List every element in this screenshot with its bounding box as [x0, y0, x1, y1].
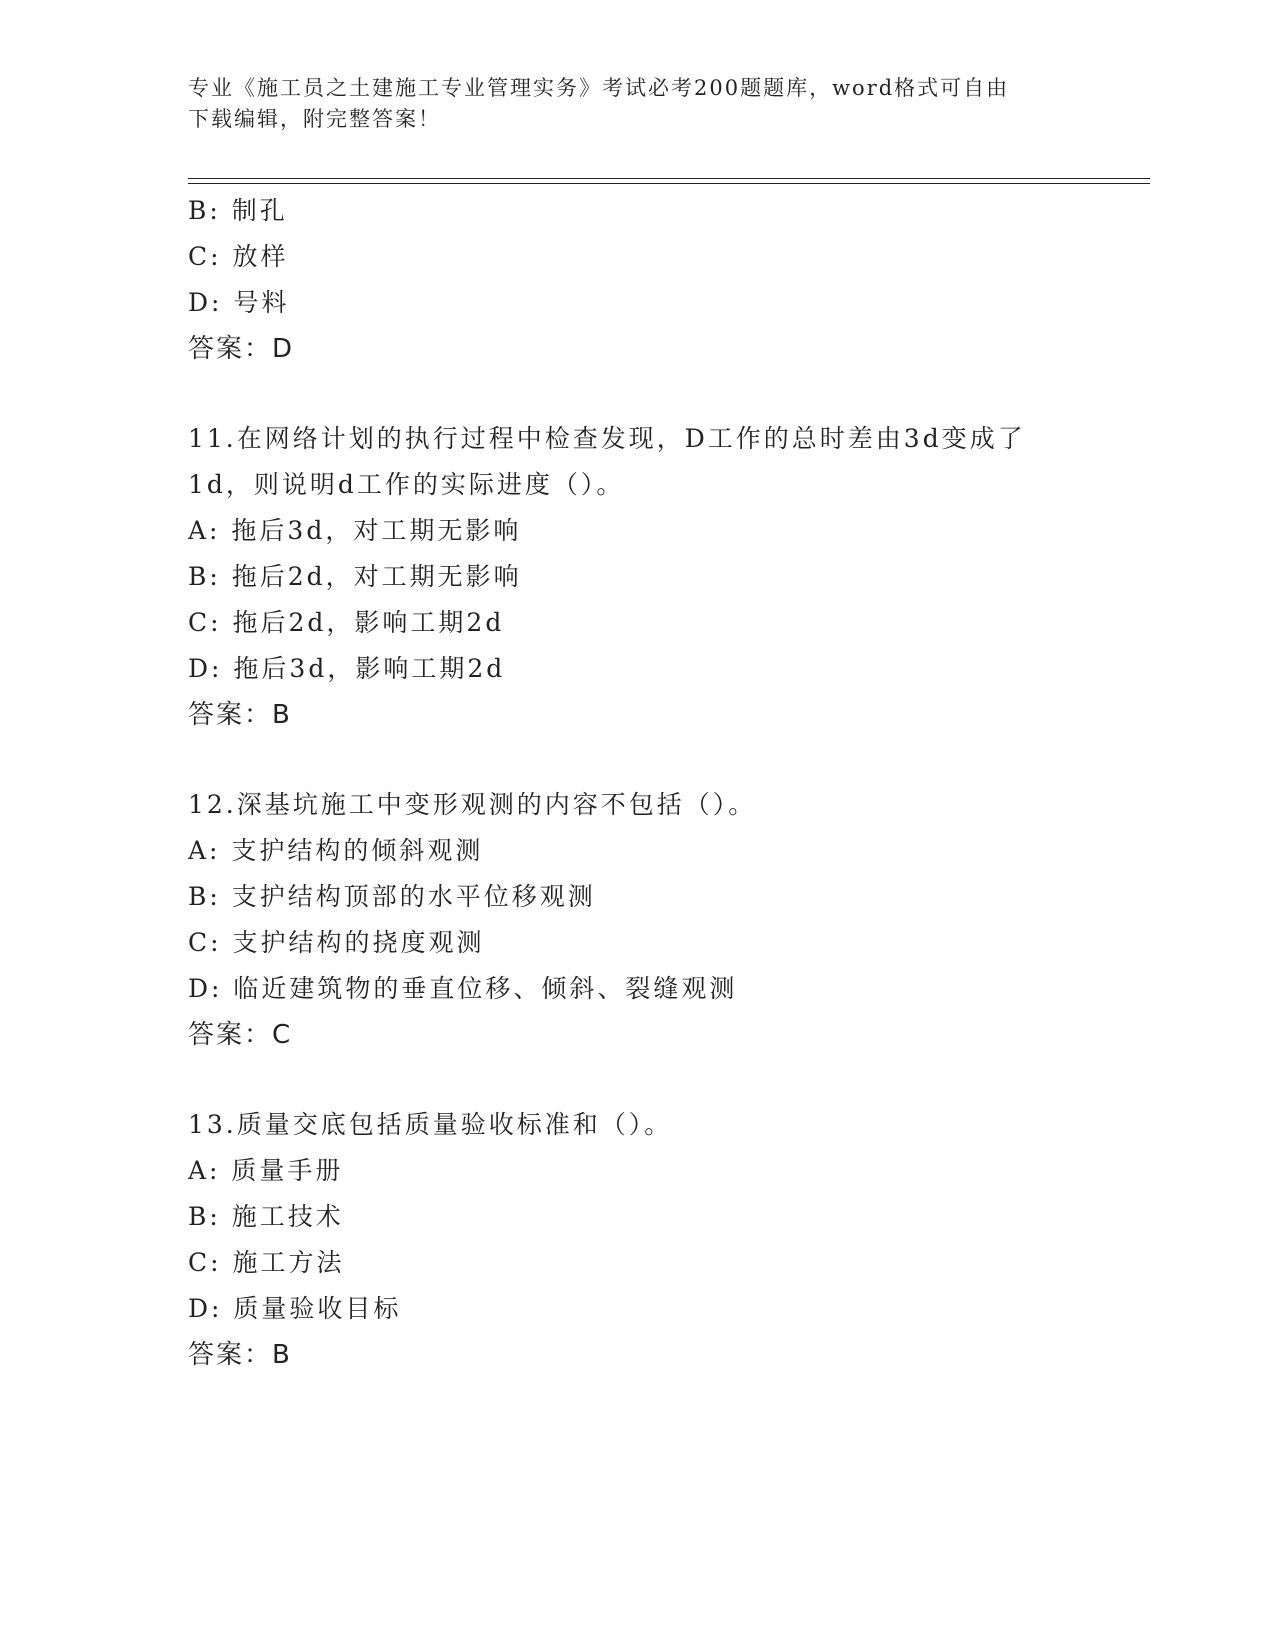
option-b: B: 支护结构顶部的水平位移观测	[188, 882, 596, 911]
option-d: D: 质量验收目标	[188, 1294, 402, 1323]
document-header	[188, 73, 1068, 135]
question-stem-line-1: 13.质量交底包括质量验收标准和（）。	[188, 1110, 673, 1139]
question-stem-line-2: 1d，则说明d工作的实际进度（）。	[188, 470, 625, 499]
option-b: B: 施工技术	[188, 1202, 344, 1231]
question-12	[188, 782, 1148, 1058]
answer-line: 答案：B	[188, 700, 292, 730]
question-gap	[188, 372, 1148, 416]
question-list	[188, 188, 1148, 1378]
option-b: B: 拖后2d，对工期无影响	[188, 562, 522, 591]
header-line-2: 下载编辑，附完整答案！	[188, 107, 441, 131]
header-rule-bottom	[188, 183, 1150, 184]
option-d: D: 号料	[188, 288, 290, 317]
option-d: D: 临近建筑物的垂直位移、倾斜、裂缝观测	[188, 974, 738, 1003]
answer-line: 答案：C	[188, 1020, 293, 1050]
option-a: A: 质量手册	[188, 1156, 344, 1185]
answer-line: 答案：D	[188, 334, 295, 364]
option-c: C: 支护结构的挠度观测	[188, 928, 485, 957]
option-b: B: 制孔	[188, 196, 288, 225]
header-line-1: 专业《施工员之土建施工专业管理实务》考试必考200题题库，word格式可自由	[188, 76, 1010, 100]
header-rule-top	[188, 178, 1150, 179]
question-stem-line-1: 11.在网络计划的执行过程中检查发现，D工作的总时差由3d变成了	[188, 424, 1026, 453]
question-11	[188, 416, 1148, 738]
option-a: A: 拖后3d，对工期无影响	[188, 516, 522, 545]
question-gap	[188, 738, 1148, 782]
question-stem-line-1: 12.深基坑施工中变形观测的内容不包括（）。	[188, 790, 757, 819]
question-13	[188, 1102, 1148, 1378]
option-c: C: 放样	[188, 242, 289, 271]
option-c: C: 拖后2d，影响工期2d	[188, 608, 505, 637]
option-d: D: 拖后3d，影响工期2d	[188, 654, 506, 683]
question-gap	[188, 1058, 1148, 1102]
previous-question-tail	[188, 188, 1148, 372]
option-a: A: 支护结构的倾斜观测	[188, 836, 484, 865]
answer-line: 答案：B	[188, 1340, 292, 1370]
option-c: C: 施工方法	[188, 1248, 345, 1277]
